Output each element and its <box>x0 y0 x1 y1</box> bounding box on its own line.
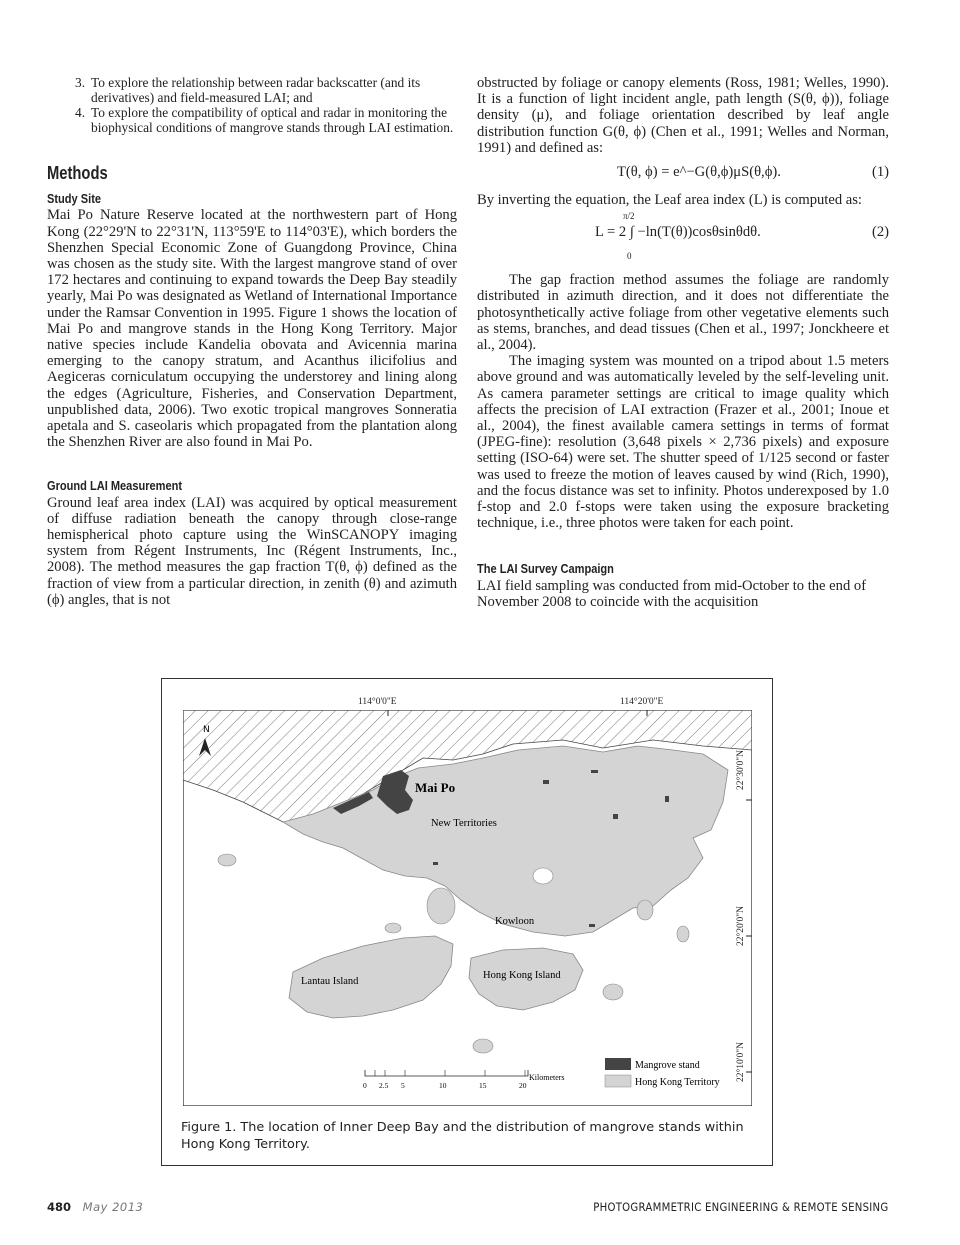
scale-tick-label: 15 <box>479 1081 487 1090</box>
lon-label: 114°0'0"E <box>358 697 397 707</box>
hong-kong-map <box>183 710 752 1106</box>
page-number: 480 <box>47 1200 72 1214</box>
equation-2 <box>477 208 889 262</box>
scale-unit: Kilometers <box>529 1073 565 1082</box>
study-site-paragraph: Mai Po Nature Reserve located at the northwestern part of Hong Kong (22°29'N to 22°31'N, 113°59'E to 114°03'E), which borders the Shenzhen Special Economic Zone of Guangdong Province, China was chosen as the study site. With the largest mangrove stand of over 172 hectares and continuing to expand towards the Deep Bay steadily yearly, Mai Po was designated as Wetland of International Importance under the Ramsar Convention in 1995. Figure 1 shows the location of Mai Po and mangrove stands in the Hong Kong Territory. Major native species include Kandelia obovata and Avicennia marina emerging to the canopy stratum, and Acanthus ilicifolius and Aegiceras corniculatum occupying the understorey and lining along the edges (Agriculture, Fisheries, and Conservation Department, unpublished data, 2006). Two exotic tropical mangroves Sonneratia apetala and S. caseolaris which propagated from the plantation along the Shenzhen River are also found in Mai Po. <box>47 207 457 451</box>
label-new-territories: New Territories <box>431 818 497 829</box>
legend-swatch-territory <box>605 1075 631 1087</box>
label-hong-kong-island: Hong Kong Island <box>483 970 561 981</box>
scale-tick-label: 10 <box>439 1081 447 1090</box>
label-mai-po: Mai Po <box>415 780 456 795</box>
study-site-heading: Study Site <box>47 191 102 207</box>
lat-label: 22°10'0"N <box>736 1042 746 1082</box>
scale-tick-label: 5 <box>401 1081 405 1090</box>
gap-fraction-paragraph: obstructed by foliage or canopy elements (Ross, 1981; Welles, 1990). It is a function of light incident angle, path length (S(θ, ϕ)), foliage density (μ), and foliage orientation described by leaf angle distribution function G(θ, ϕ) (Chen et al., 1991; Welles and Norman, 1991) and defined as: <box>477 75 889 156</box>
inverting-paragraph: By inverting the equation, the Leaf area index (L) is computed as: <box>477 192 862 209</box>
list-item: 4. To explore the compatibility of optical and radar in monitoring the biophysical conditions of mangrove stands through LAI estimation. <box>75 105 454 135</box>
page-footer-left <box>47 1200 143 1214</box>
equation-2-number: (2) <box>871 224 889 241</box>
equation-1 <box>477 156 889 186</box>
methods-heading: Methods <box>47 163 108 183</box>
lat-label: 22°30'0"N <box>736 750 746 790</box>
right-column <box>477 75 889 610</box>
scale-tick-label: 2.5 <box>379 1081 389 1090</box>
north-label: N <box>203 725 210 735</box>
legend-label-territory: Hong Kong Territory <box>635 1077 720 1088</box>
list-item-text: To explore the compatibility of optical and radar in monitoring the biophysical conditions of mangrove stands through LAI estimation. <box>91 105 454 135</box>
list-item: 3. To explore the relationship between radar backscatter (and its derivatives) and field-measured LAI; and <box>75 75 421 105</box>
imaging-paragraph: The imaging system was mounted on a tripod about 1.5 meters above ground and was automatically leveled by the self-leveling unit. As camera parameter settings are critical to image quality which affects the precision of LAI extraction (Frazer et al., 2001; Inoue et al., 2004), the finest available camera settings in terms of format (JPEG-fine): resolution (3,648 pixels × 2,736 pixels) and exposure setting (ISO-64) were set. The shutter speed of 1/125 second or faster was used to freeze the motion of leaves caused by wind (Rich, 1990), and the focus distance was set to infinity. Photos underexposed by 1.0 f-stop and 2.0 f-stops were taken using the exposure bracketing technique, i.e., three photos were taken for each point. <box>477 353 889 532</box>
equation-2-lower-limit: 0 <box>627 251 632 262</box>
issue-date: May 2013 <box>82 1200 144 1214</box>
survey-paragraph: LAI field sampling was conducted from mid-October to the end of November 2008 to coincide with the acquisition <box>477 577 867 610</box>
lat-label: 22°20'0"N <box>736 906 746 946</box>
left-column <box>47 75 457 608</box>
lon-label: 114°20'0"E <box>620 697 664 707</box>
journal-name: PHOTOGRAMMETRIC ENGINEERING & REMOTE SENSING <box>592 1200 888 1214</box>
list-item-text: To explore the relationship between radar backscatter (and its derivatives) and field-measured LAI; and <box>91 75 421 105</box>
legend-label-mangrove: Mangrove stand <box>635 1060 700 1071</box>
figure-caption: Figure 1. The location of Inner Deep Bay and the distribution of mangrove stands within Hong Kong Territory. <box>181 1120 744 1152</box>
legend-swatch-mangrove <box>605 1058 631 1070</box>
survey-heading: The LAI Survey Campaign <box>477 561 614 577</box>
equation-2-upper-limit: π/2 <box>623 211 635 222</box>
scale-tick-label: 0 <box>363 1081 367 1090</box>
scale-tick-label: 20 <box>519 1081 527 1090</box>
equation-2-body: L = 2 ∫ −ln(T(θ))cosθsinθdθ. <box>595 224 761 241</box>
ground-lai-heading: Ground LAI Measurement <box>47 478 183 494</box>
label-kowloon: Kowloon <box>495 916 535 927</box>
equation-1-body: T(θ, ϕ) = e^−G(θ,ϕ)μS(θ,ϕ). <box>617 164 781 181</box>
ground-lai-paragraph: Ground leaf area index (LAI) was acquired by optical measurement of diffuse radiation beneath the canopy through close-range hemispherical photo capture using the WinSCANOPY imaging system from Régent Instruments, Inc (Régent Instruments, Inc., 2008). The method measures the gap fraction T(θ, ϕ) defined as the fraction of view from a particular direction, in zenith (θ) and azimuth (ϕ) angles, that is not <box>47 494 457 608</box>
label-lantau: Lantau Island <box>301 976 359 987</box>
equation-1-number: (1) <box>871 164 889 181</box>
assumption-paragraph: The gap fraction method assumes the foliage are randomly distributed in azimuth direction, and it does not differentiate the photosynthetically active foliage from other vegetative elements such as stems, branches, and dead tissues (Chen et al., 1997; Jonckheere et al., 2004). <box>477 272 889 354</box>
